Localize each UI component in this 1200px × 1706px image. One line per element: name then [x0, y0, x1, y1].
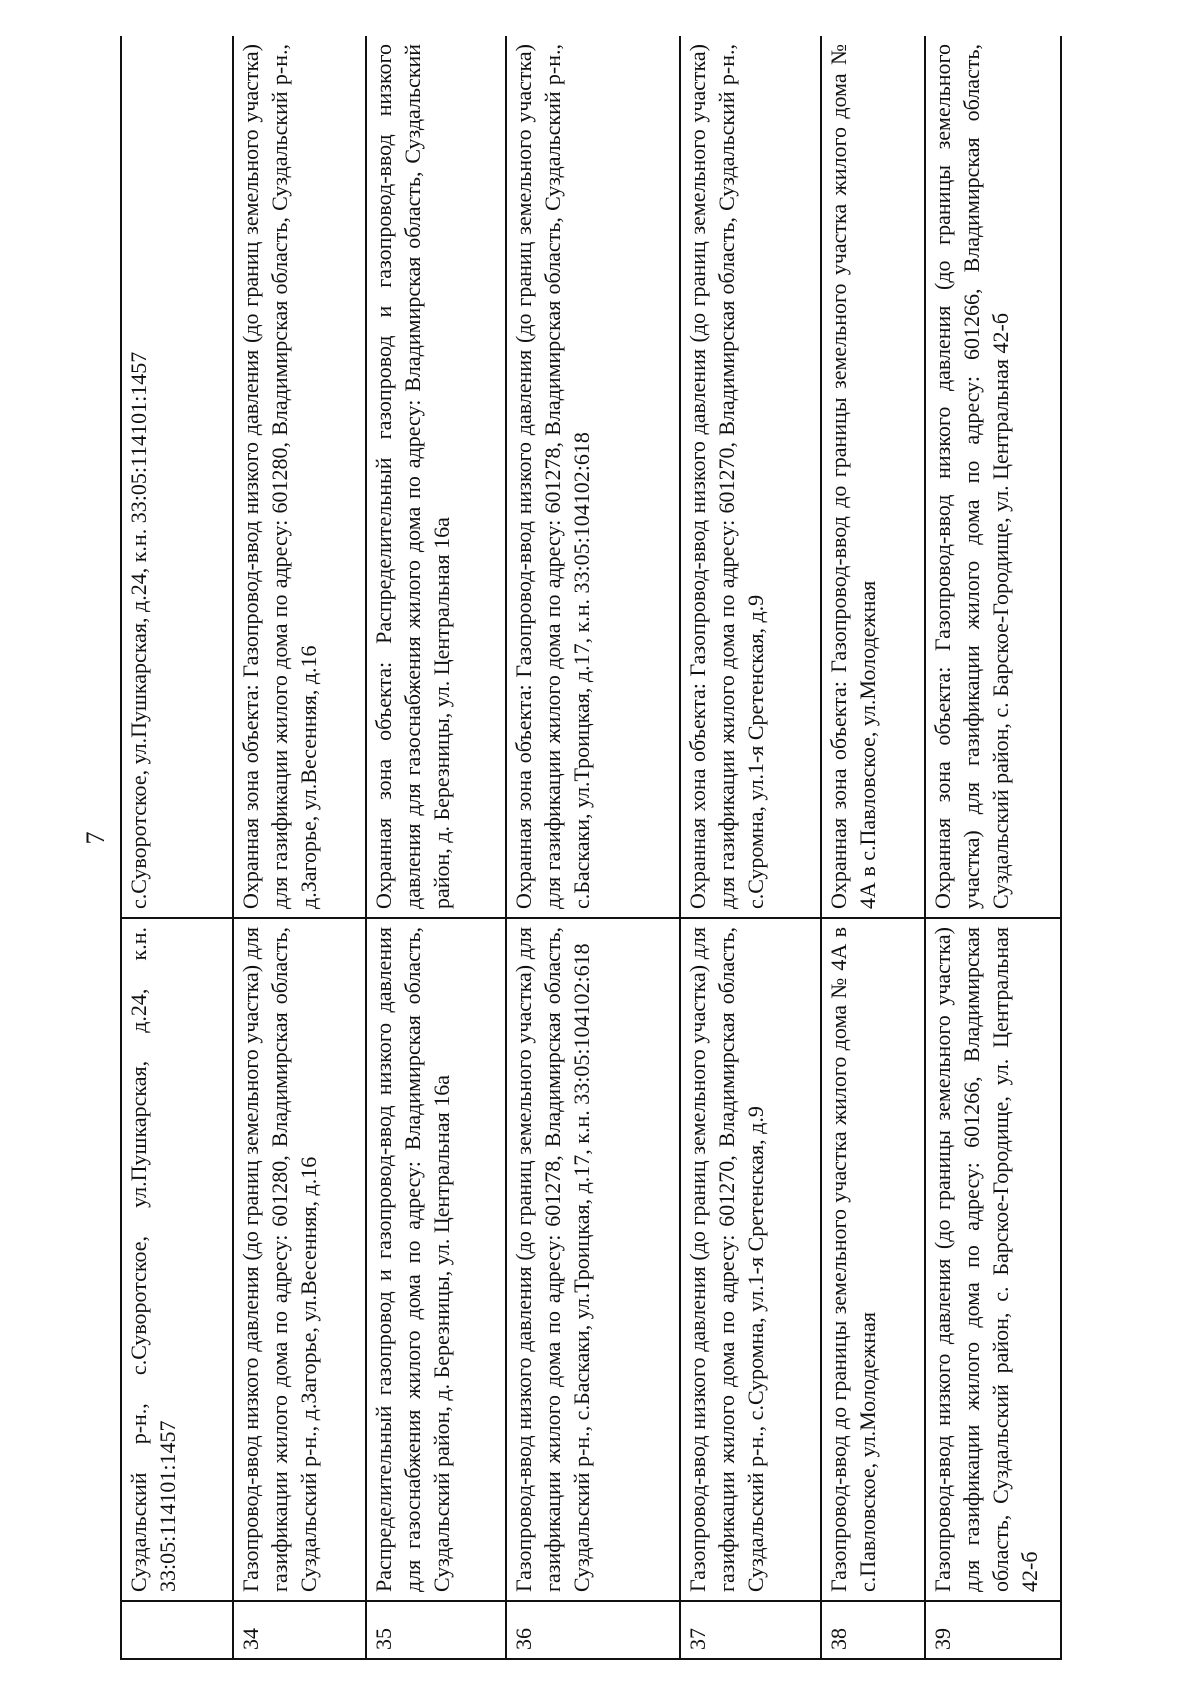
row-number-cell: 38 — [821, 1601, 925, 1659]
zone-cell: Охранная зона объекта: Газопровод-ввод низкого давления (до границ земельного участка) для газификации жилого дома по адресу: 601280, Владимирская область, Суздальский р-н., д.Загорье, ул.Весенняя, д.16 — [233, 36, 366, 918]
row-number-cell: 36 — [506, 1601, 680, 1659]
object-cell: Газопровод-ввод низкого давления (до границ земельного участка) для газификации жилого дома по адресу: 601270, Владимирская область, Суздальский р-н., с.Суромна, ул.1-я Сретенская, д.9 — [680, 918, 821, 1601]
table-row — [680, 36, 821, 1659]
row-number-cell: 34 — [233, 1601, 366, 1659]
object-cell: Газопровод-ввод до границы земельного участка жилого дома № 4А в с.Павловское, ул.Молодежная — [821, 918, 925, 1601]
rotated-sheet — [120, 36, 1120, 1660]
object-cell: Суздальский р-н., с.Суворотское, ул.Пушкарская, д.24, к.н. 33:05:114101:1457 — [121, 918, 233, 1601]
objects-table — [120, 36, 1062, 1660]
object-cell: Распределительный газопровод и газопровод-ввод низкого давления для газоснабжения жилого дома по адресу: Владимирская область, Суздальский район, д. Березницы, ул. Центральная 16а — [366, 918, 506, 1601]
object-cell: Газопровод-ввод низкого давления (до границ земельного участка) для газификации жилого дома по адресу: 601278, Владимирская область, Суздальский р-н., с.Баскаки, ул.Троицкая, д.17, к.н. 33:05:104102:618 — [506, 918, 680, 1601]
zone-cell: с.Суворотское, ул.Пушкарская, д.24, к.н. 33:05:114101:1457 — [121, 36, 233, 918]
object-cell: Газопровод-ввод низкого давления (до границ земельного участка) для газификации жилого дома по адресу: 601280, Владимирская область, Суздальский р-н., д.Загорье, ул.Весенняя, д.16 — [233, 918, 366, 1601]
object-cell: Газопровод-ввод низкого давления (до границы земельного участка) для газификации жилого дома по адресу: 601266, Владимирская область, Суздальский район, с. Барское-Городище, ул. Центральная 42-б — [925, 918, 1061, 1601]
row-number-cell — [121, 1601, 233, 1659]
zone-cell: Охранная зона объекта: Газопровод-ввод низкого давления (до границы земельного участка) для газификации жилого дома по адресу: 601266, Владимирская область, Суздальский район, с. Барское-Городище, ул. Центральная 42-б — [925, 36, 1061, 918]
table-container — [120, 36, 1120, 1660]
table-row — [233, 36, 366, 1659]
zone-cell: Охранная зона объекта: Распределительный газопровод и газопровод-ввод низкого давления для газоснабжения жилого дома по адресу: Владимирская область, Суздальский район, д. Березницы, ул. Центральная 16а — [366, 36, 506, 918]
row-number-cell: 35 — [366, 1601, 506, 1659]
zone-cell: Охранная хона объекта: Газопровод-ввод низкого давления (до границ земельного участка) для газификации жилого дома по адресу: 601270, Владимирская область, Суздальский р-н., с.Суромна, ул.1-я Сретенская, д.9 — [680, 36, 821, 918]
zone-cell: Охранная зона объекта: Газопровод-ввод до границы земельного участка жилого дома № 4А в с.Павловское, ул.Молодежная — [821, 36, 925, 918]
row-number-cell: 39 — [925, 1601, 1061, 1659]
row-number-cell: 37 — [680, 1601, 821, 1659]
table-row — [366, 36, 506, 1659]
page-number: 7 — [81, 831, 110, 845]
table-row — [506, 36, 680, 1659]
table-row — [821, 36, 925, 1659]
table-row — [925, 36, 1061, 1659]
zone-cell: Охранная зона объекта: Газопровод-ввод низкого давления (до границ земельного участка) для газификации жилого дома по адресу: 601278, Владимирская область, Суздальский р-н., с.Баскаки, ул.Троицкая, д.17, к.н. 33:05:104102:618 — [506, 36, 680, 918]
table-row — [121, 36, 233, 1659]
